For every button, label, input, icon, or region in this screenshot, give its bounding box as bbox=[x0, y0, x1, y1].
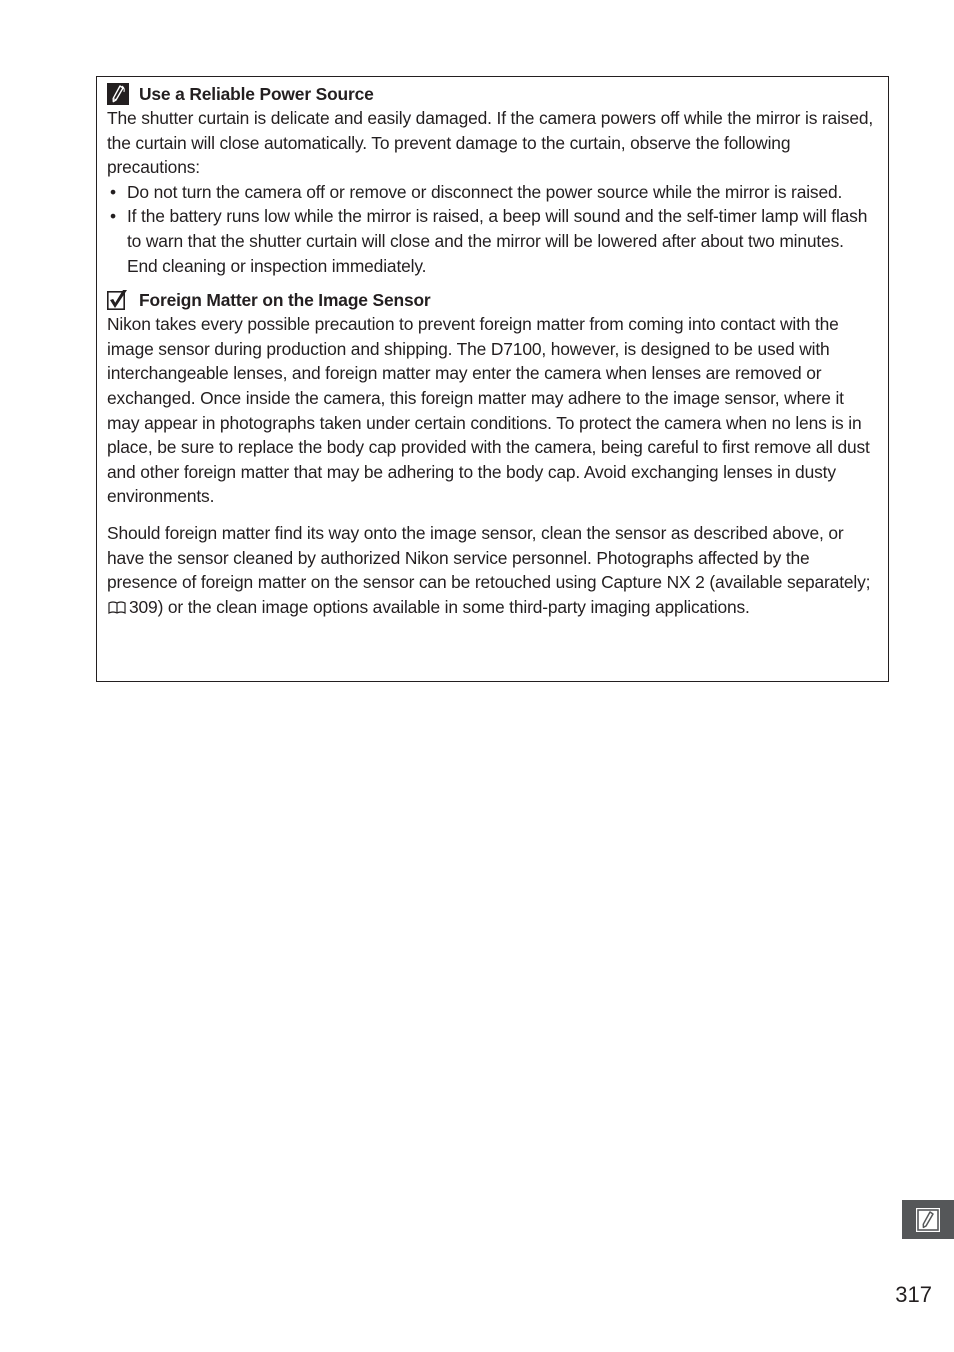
precaution-list bbox=[107, 180, 878, 278]
note-paragraph: Should foreign matter find its way onto the image sensor, clean the sensor as described above, or have the sensor cleaned by authorized Nikon service personnel. Photographs affected by the presence of foreign matter on the sensor can be retouched using Capture NX 2 (available separately; 309) or the clean image options available in some third-party imaging applications. bbox=[107, 522, 871, 617]
note-heading-power-source bbox=[107, 82, 878, 106]
note-title: Foreign Matter on the Image Sensor bbox=[139, 289, 431, 310]
note-paragraph: The shutter curtain is delicate and easily damaged. If the camera powers off while the mirror is raised, the curtain will close automatically. To prevent damage to the curtain, observe the following precautions: bbox=[107, 108, 874, 178]
section-tab bbox=[902, 1200, 954, 1239]
note-paragraph: Nikon takes every possible precaution to prevent foreign matter from coming into contact with the image sensor during production and shipping. The D7100, however, is designed to be used with interchangeable lenses, and foreign matter may enter the camera when lenses are removed or exchanged. Once inside the camera, this foreign matter may adhere to the image sensor, where it may appear in photographs taken under certain conditions. To protect the camera when no lens is in place, be sure to replace the body cap provided with the camera, being careful to first remove all dust and other foreign matter that may be adhering to the body cap. Avoid exchanging lenses in dusty environments. bbox=[107, 314, 870, 507]
book-reference-icon bbox=[108, 601, 126, 615]
page-reference[interactable]: 309 bbox=[129, 596, 158, 617]
check-caution-icon bbox=[107, 289, 129, 311]
bullet: • bbox=[110, 181, 116, 202]
bullet: • bbox=[110, 206, 116, 227]
note-box bbox=[96, 76, 889, 682]
note-title: Use a Reliable Power Source bbox=[139, 83, 374, 104]
note-heading-foreign-matter bbox=[107, 288, 878, 312]
page-number: 317 bbox=[895, 1282, 932, 1307]
technical-notes-tab-icon bbox=[915, 1207, 941, 1233]
list-item: • If the battery runs low while the mirror is raised, a beep will sound and the self-timer lamp will flash to warn that the shutter curtain will close and the mirror will be lowered after about two minutes. End cleaning or inspection immediately. bbox=[107, 204, 878, 278]
pencil-note-icon bbox=[107, 83, 129, 105]
list-item: • Do not turn the camera off or remove or disconnect the power source while the mirror is raised. bbox=[107, 180, 878, 205]
